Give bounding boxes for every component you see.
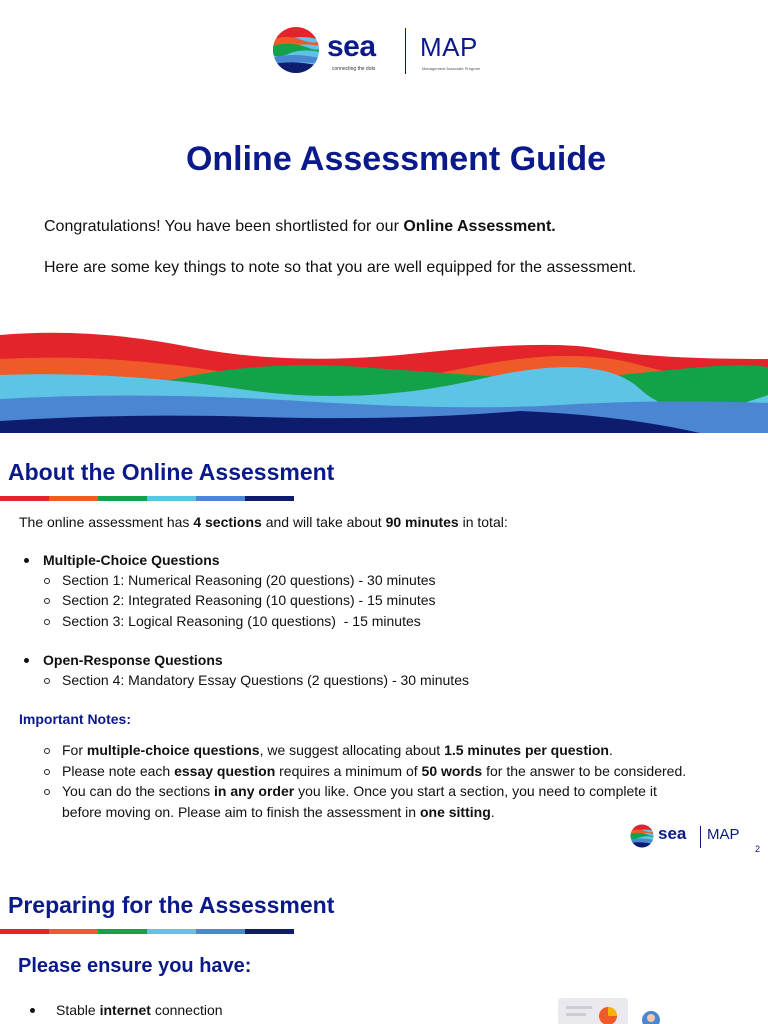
logo-divider <box>700 826 701 848</box>
mcq-item: Section 3: Logical Reasoning (10 questions) - 15 minutes <box>62 613 421 629</box>
note-item: For multiple-choice questions, we suggest allocating about 1.5 minutes per question. <box>62 742 613 758</box>
page-title: Online Assessment Guide <box>185 140 607 178</box>
color-bar <box>0 929 294 934</box>
circle-bullet-icon <box>44 789 50 795</box>
page-number: 2 <box>755 844 761 854</box>
footer-logo <box>630 824 750 850</box>
bullet-icon <box>24 558 29 563</box>
note-item: Please note each essay question requires a minimum of 50 words for the answer to be considered. <box>62 763 687 779</box>
circle-bullet-icon <box>44 678 50 684</box>
program-subtitle: Management Associate Program <box>422 66 481 71</box>
open-item: Section 4: Mandatory Essay Questions (2 questions) - 30 minutes <box>62 672 469 688</box>
circle-bullet-icon <box>44 748 50 754</box>
brand-tagline: connecting the dots <box>332 66 376 72</box>
circle-bullet-icon <box>44 578 50 584</box>
intro-line-2: Here are some key things to note so that you are well equipped for the assessment. <box>44 259 637 276</box>
brand-name: sea <box>327 30 376 63</box>
mcq-item: Section 1: Numerical Reasoning (20 questions) - 30 minutes <box>62 572 436 588</box>
prepare-heading: Preparing for the Assessment <box>8 892 335 918</box>
intro-line-1: Congratulations! You have been shortlisted for our Online Assessment. <box>44 218 556 235</box>
note-item: You can do the sections in any order you like. Once you start a section, you need to complete it <box>62 783 657 799</box>
notes-heading: Important Notes: <box>19 711 131 727</box>
circle-bullet-icon <box>44 598 50 604</box>
bullet-icon <box>30 1008 35 1013</box>
prepare-subheading: Please ensure you have: <box>18 955 252 977</box>
circle-bullet-icon <box>44 769 50 775</box>
note-item-continued: before moving on. Please aim to finish the assessment in one sitting. <box>62 804 495 820</box>
wave-banner <box>0 325 768 433</box>
prepare-item: Stable internet connection <box>56 1002 223 1018</box>
computer-illustration-icon <box>556 996 666 1024</box>
sea-logo-icon <box>272 26 320 74</box>
color-bar <box>0 496 294 501</box>
about-heading: About the Online Assessment <box>8 459 335 485</box>
mcq-item: Section 2: Integrated Reasoning (10 questions) - 15 minutes <box>62 592 436 608</box>
sea-logo-icon <box>630 824 654 848</box>
footer-program-name: MAP <box>707 826 740 843</box>
about-summary: The online assessment has 4 sections and will take about 90 minutes in total: <box>19 514 508 530</box>
program-name: MAP <box>420 32 478 62</box>
footer-brand-name: sea <box>658 824 687 843</box>
bullet-icon <box>24 658 29 663</box>
open-label: Open-Response Questions <box>43 652 223 668</box>
header-logo <box>272 26 502 76</box>
logo-divider <box>405 28 406 74</box>
mcq-label: Multiple-Choice Questions <box>43 552 220 568</box>
circle-bullet-icon <box>44 619 50 625</box>
